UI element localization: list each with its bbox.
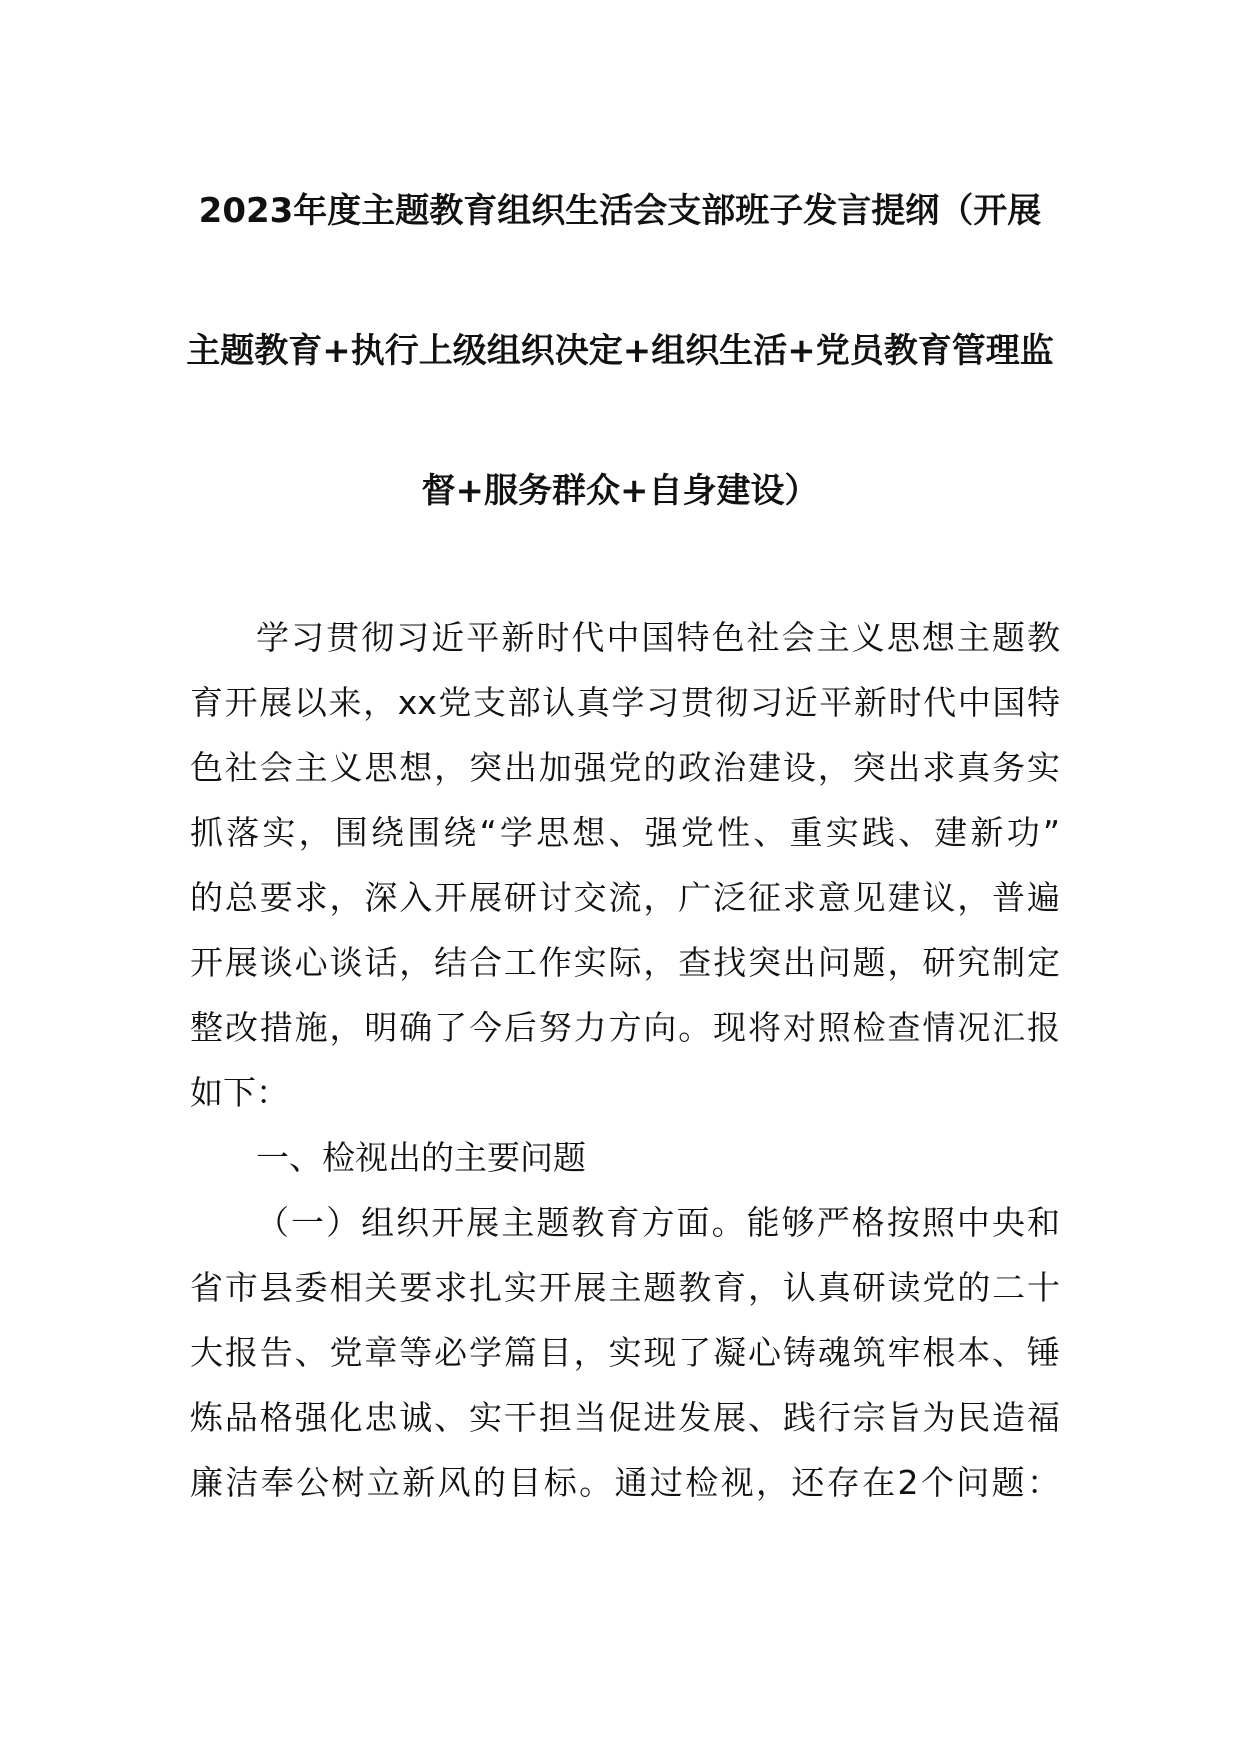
section-heading-1: 一、检视出的主要问题: [256, 1138, 586, 1177]
paragraph-1-line-6: 开展谈心谈话，结合工作实际，查找突出问题，研究制定: [190, 943, 1060, 982]
paragraph-2-line-5: 廉洁奉公树立新风的目标。通过检视，还存在2个问题：: [190, 1463, 1060, 1502]
paragraph-1-line-5: 的总要求，深入开展研讨交流，广泛征求意见建议，普遍: [190, 878, 1060, 917]
document-title-line-1: 2023年度主题教育组织生活会支部班子发言提纲（开展: [198, 191, 1042, 231]
document-title-line-3: 督+服务群众+自身建设）: [421, 471, 819, 511]
paragraph-1-line-2: 育开展以来，xx党支部认真学习贯彻习近平新时代中国特: [190, 683, 1060, 722]
paragraph-2-line-4: 炼品格强化忠诚、实干担当促进发展、践行宗旨为民造福: [190, 1398, 1060, 1437]
paragraph-1-line-7: 整改措施，明确了今后努力方向。现将对照检查情况汇报: [190, 1008, 1060, 1047]
paragraph-1-line-4: 抓落实，围绕围绕“学思想、强党性、重实践、建新功”: [190, 813, 1060, 852]
document-body: [190, 605, 1060, 1515]
paragraph-1-line-3: 色社会主义思想，突出加强党的政治建设，突出求真务实: [190, 748, 1060, 787]
paragraph-2-line-3: 大报告、党章等必学篇目，实现了凝心铸魂筑牢根本、锤: [190, 1333, 1060, 1372]
paragraph-1-line-8: 如下：: [190, 1073, 289, 1112]
paragraph-2-line-1: （一）组织开展主题教育方面。能够严格按照中央和: [256, 1203, 1060, 1242]
paragraph-1-line-1: 学习贯彻习近平新时代中国特色社会主义思想主题教: [256, 618, 1060, 657]
paragraph-2-line-2: 省市县委相关要求扎实开展主题教育，认真研读党的二十: [190, 1268, 1060, 1307]
document-title-line-2: 主题教育+执行上级组织决定+组织生活+党员教育管理监: [186, 331, 1054, 371]
